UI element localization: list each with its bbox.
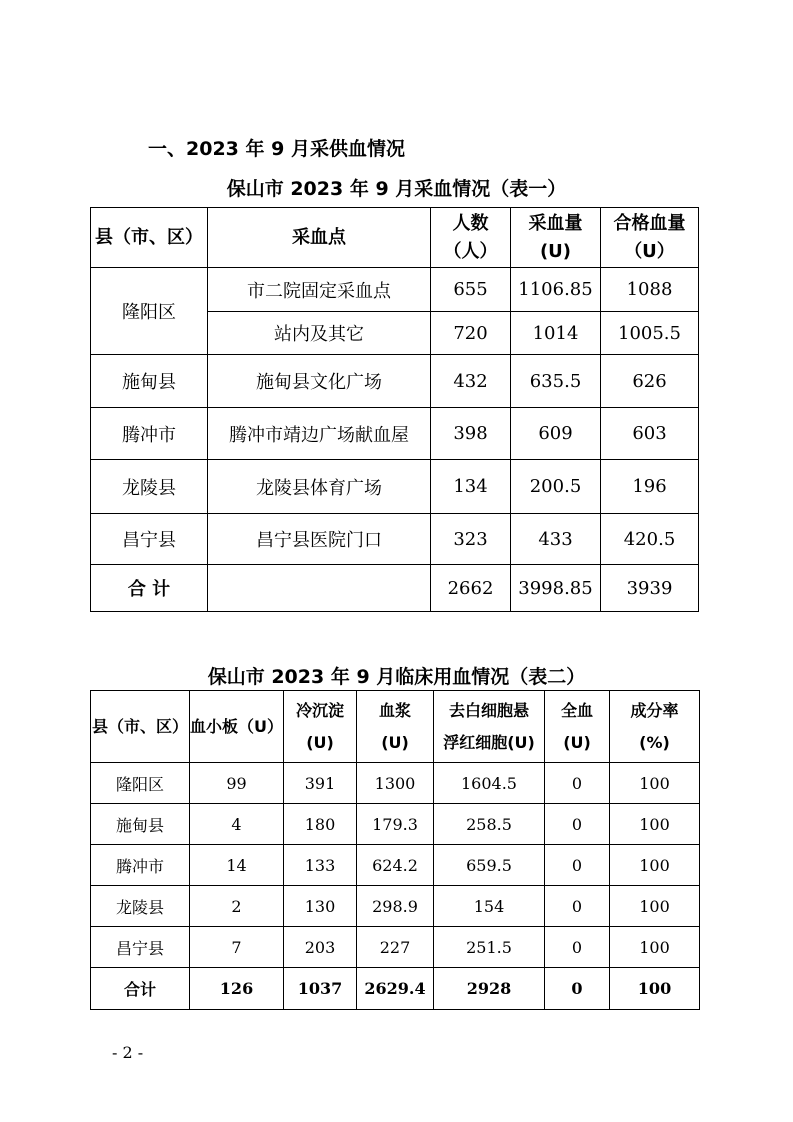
volume-cell: 1106.85 (511, 268, 601, 312)
page-number: - 2 - (112, 1043, 144, 1062)
total-label: 合计 (91, 968, 190, 1010)
plasma-cell: 624.2 (357, 845, 434, 886)
whole-cell: 0 (545, 763, 610, 804)
table-row (91, 763, 700, 804)
volume-cell: 1014 (511, 312, 601, 355)
total-whole: 0 (545, 968, 610, 1010)
plasma-cell: 179.3 (357, 804, 434, 845)
site-cell: 昌宁县医院门口 (208, 514, 431, 565)
rate-cell: 100 (610, 804, 700, 845)
whole-cell: 0 (545, 845, 610, 886)
qualified-cell: 626 (601, 355, 699, 408)
cryo-cell: 130 (284, 886, 357, 927)
table-row (91, 514, 699, 565)
qualified-cell: 1088 (601, 268, 699, 312)
header-rate (610, 691, 700, 763)
cryo-cell: 203 (284, 927, 357, 968)
platelet-cell: 4 (190, 804, 284, 845)
total-site-cell (208, 565, 431, 612)
qualified-cell: 196 (601, 460, 699, 514)
header-qualified (601, 208, 699, 268)
table-row (91, 355, 699, 408)
table-row (91, 804, 700, 845)
table-row (91, 845, 700, 886)
clinical-blood-use-table (90, 690, 700, 1010)
rate-cell: 100 (610, 886, 700, 927)
whole-cell: 0 (545, 927, 610, 968)
platelet-cell: 7 (190, 927, 284, 968)
county-cell: 隆阳区 (91, 763, 190, 804)
platelet-cell: 99 (190, 763, 284, 804)
site-cell: 龙陵县体育广场 (208, 460, 431, 514)
table1-header-row (91, 208, 699, 268)
header-volume-line2: (U) (539, 240, 572, 262)
rbc-cell: 659.5 (434, 845, 545, 886)
qualified-cell: 1005.5 (601, 312, 699, 355)
cryo-cell: 391 (284, 763, 357, 804)
header-rate-line1: 成分率 (630, 700, 679, 720)
plasma-cell: 298.9 (357, 886, 434, 927)
header-cryo-line2: (U) (306, 732, 334, 752)
table-row (91, 886, 700, 927)
table2-caption: 保山市 2023 年 9 月临床用血情况（表二） (207, 666, 586, 688)
header-whole-line1: 全血 (560, 700, 593, 720)
header-whole-line2: (U) (563, 732, 591, 752)
table-row (91, 460, 699, 514)
table2-total-row (91, 968, 700, 1010)
header-qualified-line2: （U） (624, 240, 675, 262)
header-cryo-line1: 冷沉淀 (295, 700, 344, 720)
header-site: 采血点 (208, 208, 431, 268)
rbc-cell: 258.5 (434, 804, 545, 845)
people-cell: 655 (431, 268, 511, 312)
volume-cell: 433 (511, 514, 601, 565)
plasma-cell: 227 (357, 927, 434, 968)
rbc-cell: 251.5 (434, 927, 545, 968)
header-rbc (434, 691, 545, 763)
county-cell: 昌宁县 (91, 927, 190, 968)
county-cell: 施甸县 (91, 804, 190, 845)
whole-cell: 0 (545, 886, 610, 927)
total-label: 合 计 (91, 565, 208, 612)
header-county: 县（市、区） (91, 691, 190, 763)
table1-caption: 保山市 2023 年 9 月采血情况（表一） (226, 178, 567, 200)
header-plasma-line2: (U) (381, 732, 409, 752)
site-cell: 腾冲市靖边广场献血屋 (208, 408, 431, 460)
qualified-cell: 420.5 (601, 514, 699, 565)
total-rbc: 2928 (434, 968, 545, 1010)
table1-total-row (91, 565, 699, 612)
cryo-cell: 133 (284, 845, 357, 886)
header-rbc-line1: 去白细胞悬 (448, 700, 529, 720)
total-volume: 3998.85 (511, 565, 601, 612)
county-cell: 腾冲市 (91, 845, 190, 886)
header-rbc-line2: 浮红细胞(U) (443, 732, 535, 752)
rate-cell: 100 (610, 927, 700, 968)
rbc-cell: 154 (434, 886, 545, 927)
plasma-cell: 1300 (357, 763, 434, 804)
header-county: 县（市、区） (91, 208, 208, 268)
cryo-cell: 180 (284, 804, 357, 845)
volume-cell: 635.5 (511, 355, 601, 408)
header-volume (511, 208, 601, 268)
county-cell: 昌宁县 (91, 514, 208, 565)
rate-cell: 100 (610, 845, 700, 886)
header-people (431, 208, 511, 268)
site-cell: 市二院固定采血点 (208, 268, 431, 312)
platelet-cell: 2 (190, 886, 284, 927)
rate-cell: 100 (610, 763, 700, 804)
people-cell: 432 (431, 355, 511, 408)
blood-collection-table (90, 207, 699, 612)
table-row (91, 268, 699, 312)
county-cell: 施甸县 (91, 355, 208, 408)
section-heading: 一、2023 年 9 月采供血情况 (148, 138, 405, 160)
table-row (91, 927, 700, 968)
volume-cell: 200.5 (511, 460, 601, 514)
header-cryo (284, 691, 357, 763)
people-cell: 134 (431, 460, 511, 514)
header-volume-line1: 采血量 (528, 212, 583, 234)
people-cell: 720 (431, 312, 511, 355)
people-cell: 398 (431, 408, 511, 460)
county-cell: 隆阳区 (91, 268, 208, 355)
qualified-cell: 603 (601, 408, 699, 460)
header-rate-line2: (%) (639, 732, 670, 752)
header-plasma (357, 691, 434, 763)
total-people: 2662 (431, 565, 511, 612)
county-cell: 龙陵县 (91, 460, 208, 514)
total-plasma: 2629.4 (357, 968, 434, 1010)
site-cell: 站内及其它 (208, 312, 431, 355)
platelet-cell: 14 (190, 845, 284, 886)
total-cryo: 1037 (284, 968, 357, 1010)
total-qualified: 3939 (601, 565, 699, 612)
header-plasma-line1: 血浆 (378, 700, 411, 720)
table-row (91, 408, 699, 460)
header-whole (545, 691, 610, 763)
county-cell: 腾冲市 (91, 408, 208, 460)
header-people-line2: （人） (443, 240, 498, 262)
volume-cell: 609 (511, 408, 601, 460)
header-platelet: 血小板（U） (190, 691, 284, 763)
whole-cell: 0 (545, 804, 610, 845)
header-people-line1: 人数 (452, 212, 489, 234)
header-qualified-line1: 合格血量 (613, 212, 686, 234)
county-cell: 龙陵县 (91, 886, 190, 927)
rbc-cell: 1604.5 (434, 763, 545, 804)
total-platelet: 126 (190, 968, 284, 1010)
site-cell: 施甸县文化广场 (208, 355, 431, 408)
people-cell: 323 (431, 514, 511, 565)
total-rate: 100 (610, 968, 700, 1010)
table2-header-row (91, 691, 700, 763)
